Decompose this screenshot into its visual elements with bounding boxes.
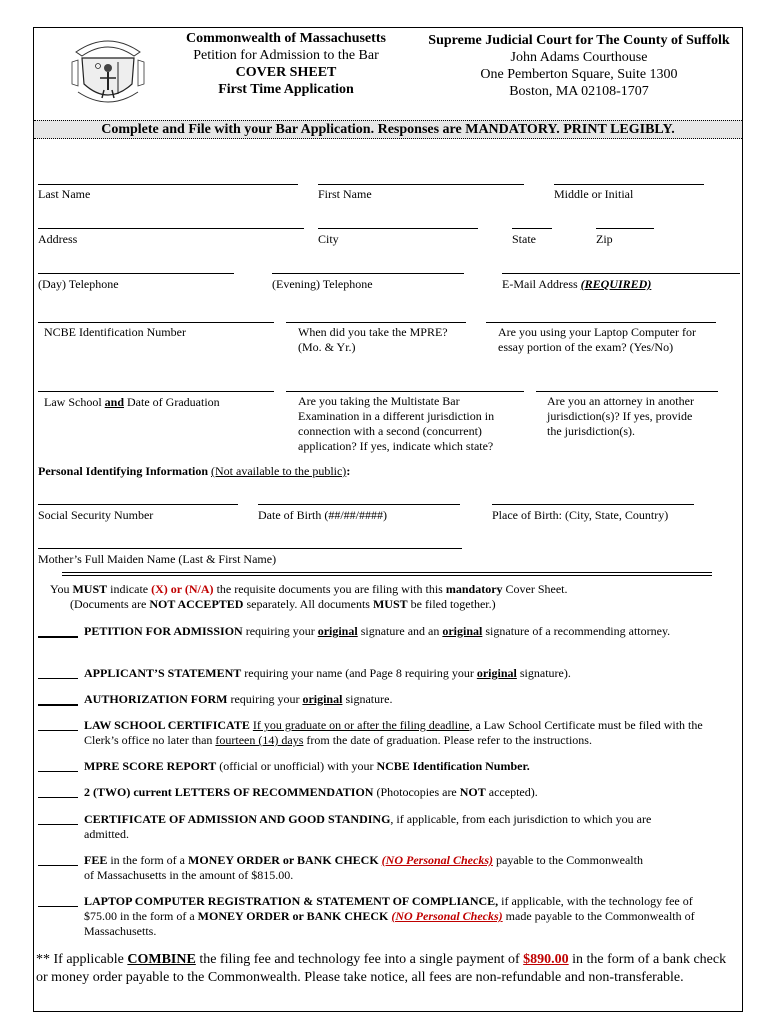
petition-title: PETITION FOR ADMISSION	[84, 624, 243, 638]
checklist-blank[interactable]	[38, 824, 78, 825]
instructions-line1	[50, 582, 568, 596]
checklist-blank[interactable]	[38, 771, 78, 772]
header-commonwealth: Commonwealth of Massachusetts	[186, 31, 386, 46]
day-phone-field[interactable]	[38, 273, 234, 274]
fee-title: FEE	[84, 853, 108, 867]
checklist-petition[interactable]	[38, 624, 738, 639]
mpre-date-field[interactable]	[286, 322, 466, 323]
email-required-text: (REQUIRED)	[580, 277, 652, 291]
footer-combine: COMBINE	[127, 952, 196, 967]
header-address: One Pemberton Square, Suite 1300	[480, 67, 678, 82]
fee-no-personal-checks: (NO Personal Checks)	[381, 853, 493, 867]
checklist-blank[interactable]	[38, 865, 78, 866]
city-label: City	[318, 232, 339, 246]
maiden-name-label: Mother’s Full Maiden Name (Last & First Name)	[38, 552, 277, 566]
checklist-blank[interactable]	[38, 704, 78, 706]
laptop-reg-money-order: MONEY ORDER or BANK CHECK	[197, 909, 389, 923]
checklist-good-standing[interactable]	[38, 812, 738, 842]
laptop-reg-title: LAPTOP COMPUTER REGISTRATION & STATEMENT OF COMPLIANCE,	[84, 894, 499, 908]
fee-money-order: MONEY ORDER or BANK CHECK	[188, 853, 379, 867]
attorney-label-line3: the jurisdiction(s).	[547, 424, 635, 438]
petition-original-1: original	[317, 624, 358, 638]
evening-phone-label: (Evening) Telephone	[272, 277, 373, 291]
letters-not: NOT	[459, 785, 486, 799]
header-cover-sheet: COVER SHEET	[235, 65, 337, 80]
ncbe-field[interactable]	[38, 322, 274, 323]
petition-text-c: signature of a recommending attorney.	[482, 624, 671, 638]
lsc-deadline: If you graduate on or after the filing deadline	[252, 718, 470, 732]
first-name-label: First Name	[318, 187, 372, 201]
instr-together: be filed together.)	[407, 597, 496, 611]
authorization-text-a: requiring your	[227, 692, 303, 706]
address-label: Address	[38, 232, 78, 246]
lsc-text-a: , a Law School Certificate must be filed with the Clerk’s office no later than	[84, 718, 703, 747]
law-school-and: and	[104, 395, 125, 409]
ssn-label: Social Security Number	[38, 508, 154, 522]
authorization-title: AUTHORIZATION FORM	[84, 692, 228, 706]
instr-cover: Cover Sheet.	[502, 582, 568, 596]
last-name-label: Last Name	[38, 187, 91, 201]
mbe-label-line4: application? If yes, indicate which state?	[298, 439, 494, 453]
statement-title: APPLICANT’S STATEMENT	[84, 666, 242, 680]
mbe-label-line3: connection with a second (concurrent)	[298, 424, 482, 438]
header-petition: Petition for Admission to the Bar	[193, 48, 379, 63]
email-label	[502, 277, 651, 291]
checklist-laptop[interactable]	[38, 894, 738, 939]
petition-text-a: requiring your	[242, 624, 318, 638]
statement-text-b: signature).	[516, 666, 571, 680]
lsc-text-b: from the date of graduation. Please refer to the instructions.	[303, 733, 592, 747]
petition-original-2: original	[442, 624, 483, 638]
checklist-authorization[interactable]	[38, 692, 738, 707]
instr-must: MUST	[72, 582, 108, 596]
instructions-line2	[70, 597, 496, 611]
pii-heading	[38, 464, 350, 478]
footer-text-a: ** If applicable	[36, 952, 128, 967]
pii-colon: :	[346, 464, 351, 478]
checklist-law-school-certificate[interactable]	[38, 718, 738, 748]
last-name-field[interactable]	[38, 184, 298, 185]
statement-original: original	[476, 666, 517, 680]
footer-text-e: in the form of a bank check or money order payable to the Commonwealth. Please take notice, all fees are non-refundable and non-transferable.	[36, 952, 727, 985]
zip-field[interactable]	[596, 228, 654, 229]
footer-text-c: the filing fee and technology fee into a single payment of	[195, 952, 524, 967]
address-field[interactable]	[38, 228, 304, 229]
dob-field[interactable]	[258, 504, 460, 505]
footer-amount: $890.00	[523, 952, 569, 967]
checklist-mpre[interactable]	[38, 759, 738, 774]
state-label: State	[512, 232, 536, 246]
lsc-title: LAW SCHOOL CERTIFICATE	[84, 718, 250, 732]
checklist-blank[interactable]	[38, 678, 78, 679]
instr-indicate: indicate	[107, 582, 152, 596]
pob-field[interactable]	[492, 504, 694, 505]
ncbe-label: NCBE Identification Number	[44, 325, 186, 339]
header-courthouse: John Adams Courthouse	[510, 50, 648, 65]
mpre-text-b: NCBE Identification Number.	[376, 759, 530, 773]
checklist-blank[interactable]	[38, 797, 78, 798]
city-field[interactable]	[318, 228, 478, 229]
instr-xna: (X) or (N/A)	[151, 582, 214, 596]
instr-not-accepted: NOT ACCEPTED	[149, 597, 244, 611]
checklist-blank[interactable]	[38, 636, 78, 638]
law-school-date-text: Date of Graduation	[124, 395, 220, 409]
email-label-text: E-Mail Address	[502, 277, 581, 291]
letters-text-a: (Photocopies are	[373, 785, 460, 799]
checklist-applicant-statement[interactable]	[38, 666, 738, 681]
mpre-title: MPRE SCORE REPORT	[84, 759, 217, 773]
instr-you: You	[50, 582, 73, 596]
fee-text-f: payable to the Commonwealth of Massachusetts in the amount of $815.00.	[84, 853, 643, 882]
dob-label: Date of Birth (##/##/####)	[258, 508, 387, 522]
statement-text-a: requiring your name (and Page 8 requiring your	[241, 666, 477, 680]
first-name-field[interactable]	[318, 184, 524, 185]
attorney-label-line1: Are you an attorney in another	[547, 394, 694, 408]
zip-label: Zip	[596, 232, 613, 246]
laptop-reg-no-personal-checks: (NO Personal Checks)	[391, 909, 503, 923]
header-left	[181, 30, 391, 98]
state-field[interactable]	[512, 228, 552, 229]
footer-note	[36, 951, 736, 987]
laptop-label-line2: essay portion of the exam? (Yes/No)	[498, 340, 674, 354]
standing-text-a: , if applicable, from each jurisdiction to which you are admitted.	[84, 812, 652, 841]
laptop-label-line1: Are you using your Laptop Computer for	[498, 325, 696, 339]
law-school-label	[44, 395, 220, 409]
attorney-label-line2: jurisdiction(s)? If yes, provide	[547, 409, 693, 423]
email-field[interactable]	[502, 273, 740, 274]
lsc-fourteen-days: fourteen (14) days	[215, 733, 304, 747]
authorization-original: original	[302, 692, 343, 706]
pob-label: Place of Birth: (City, State, Country)	[492, 508, 669, 522]
laptop-reg-text-e: made payable to the Commonwealth of Massachusetts.	[84, 909, 695, 938]
instr-separately: separately. All documents	[243, 597, 373, 611]
header-first-time: First Time Application	[218, 82, 354, 97]
instr-must2: MUST	[372, 597, 408, 611]
petition-text-b: signature and an	[357, 624, 443, 638]
pii-note: (Not available to the public)	[211, 464, 347, 478]
pii-title: Personal Identifying Information	[38, 464, 212, 478]
letters-title: 2 (TWO) current LETTERS OF RECOMMENDATION	[84, 785, 374, 799]
evening-phone-field[interactable]	[272, 273, 464, 274]
instr-mandatory: mandatory	[445, 582, 503, 596]
standing-title: CERTIFICATE OF ADMISSION AND GOOD STANDING	[84, 812, 391, 826]
cover-sheet-page	[33, 27, 743, 1012]
checklist-letters[interactable]	[38, 785, 738, 800]
maiden-name-field[interactable]	[38, 548, 462, 549]
massachusetts-seal-icon	[68, 32, 148, 110]
header-city: Boston, MA 02108-1707	[509, 84, 649, 99]
laptop-reg-text-a: if applicable, with the technology fee of $75.00 in the form of a	[84, 894, 693, 923]
section-divider	[62, 572, 712, 576]
mbe-label-line1: Are you taking the Multistate Bar	[298, 394, 460, 408]
mpre-text-a: (official or unofficial) with your	[216, 759, 377, 773]
mandatory-banner: Complete and File with your Bar Application. Responses are MANDATORY. PRINT LEGIBLY.	[34, 120, 742, 139]
middle-initial-field[interactable]	[554, 184, 704, 185]
middle-initial-label: Middle or Initial	[554, 187, 634, 201]
header-court: Supreme Judicial Court for The County of Suffolk	[428, 33, 730, 48]
attorney-jurisdiction-field[interactable]	[536, 391, 718, 392]
law-school-text: Law School	[44, 395, 105, 409]
mpre-label-line1: When did you take the MPRE?	[298, 325, 448, 339]
header-right	[414, 32, 744, 100]
checklist-blank[interactable]	[38, 906, 78, 907]
ssn-field[interactable]	[38, 504, 238, 505]
instr-docs: (Documents are	[70, 597, 150, 611]
instr-requisite: the requisite documents you are filing with this	[213, 582, 446, 596]
fee-text-b: in the form of a	[107, 853, 188, 867]
mbe-jurisdiction-field[interactable]	[286, 391, 524, 392]
checklist-blank[interactable]	[38, 730, 78, 731]
authorization-text-b: signature.	[342, 692, 393, 706]
day-phone-label: (Day) Telephone	[38, 277, 119, 291]
mbe-label-line2: Examination in a different jurisdiction in	[298, 409, 495, 423]
letters-text-c: accepted).	[485, 785, 538, 799]
checklist-fee[interactable]	[38, 853, 738, 883]
law-school-field[interactable]	[38, 391, 274, 392]
mpre-label-line2: (Mo. & Yr.)	[298, 340, 356, 354]
laptop-answer-field[interactable]	[486, 322, 716, 323]
